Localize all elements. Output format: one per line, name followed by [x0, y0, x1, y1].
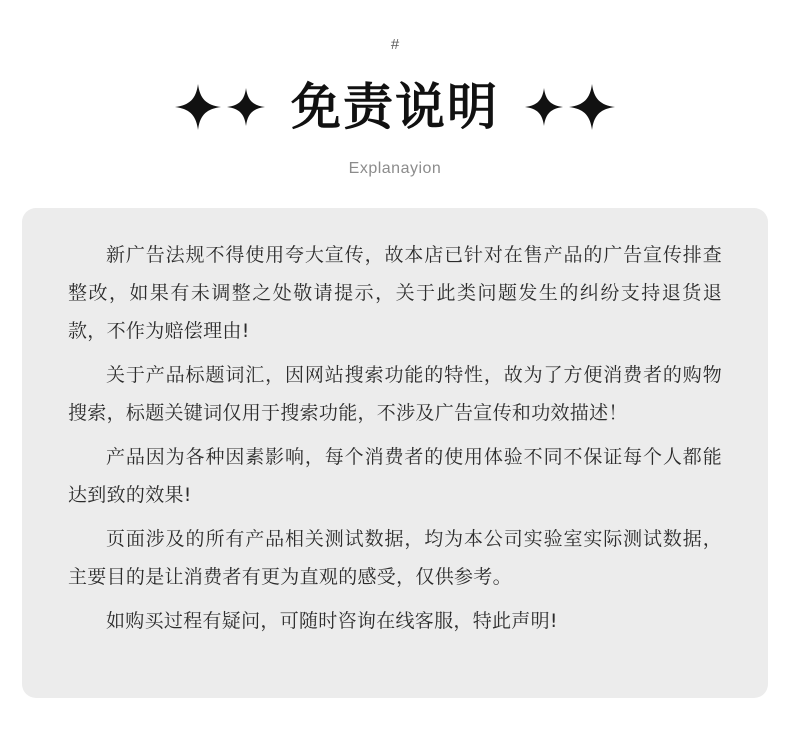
page-subtitle: Explanayion [348, 160, 442, 177]
sparkle-icon [525, 88, 563, 126]
disclaimer-paragraph: 产品因为各种因素影响，每个消费者的使用体验不同不保证每个人都能达到致的效果! [68, 446, 722, 506]
disclaimer-paragraph: 页面涉及的所有产品相关测试数据，均为本公司实验室实际测试数据，主要目的是让消费者有更为直观的感受，仅供参考。 [68, 528, 722, 588]
sparkle-icon [227, 88, 265, 126]
disclaimer-paragraph: 新广告法规不得使用夸大宣传，故本店已针对在售产品的广告宣传排查整改，如果有未调整之处敬请提示，关于此类问题发生的纠纷支持退货退款，不作为赔偿理由! [68, 244, 722, 342]
hash-marker: # [390, 36, 400, 53]
disclaimer-paragraph: 关于产品标题词汇，因网站搜索功能的特性，故为了方便消费者的购物搜索，标题关键词仅用于搜索功能，不涉及广告宣传和功效描述！ [68, 364, 722, 424]
right-ornament-group [525, 84, 615, 130]
left-ornament-group [175, 84, 265, 130]
sparkle-icon [175, 84, 221, 130]
disclaimer-paragraph: 如购买过程有疑问，可随时咨询在线客服，特此声明! [106, 610, 558, 632]
sparkle-icon [569, 84, 615, 130]
disclaimer-card [22, 208, 768, 698]
page-title: 免责说明 [291, 78, 499, 136]
title-row [0, 74, 790, 140]
